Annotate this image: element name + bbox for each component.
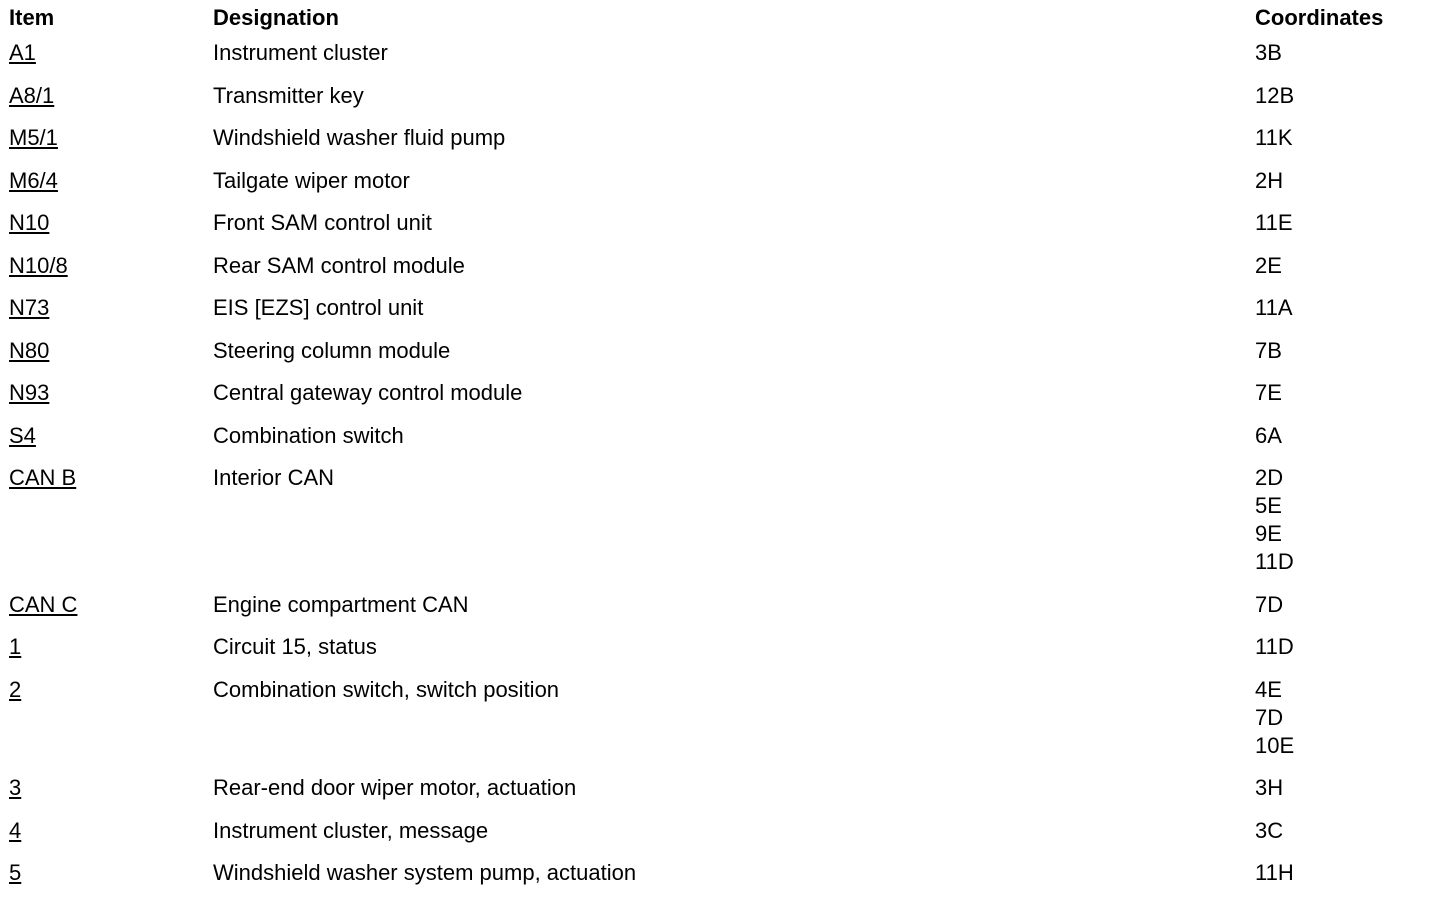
coordinate-value: 5E xyxy=(1255,493,1282,518)
header-item: Item xyxy=(9,5,55,30)
table-row xyxy=(9,82,1435,125)
item-link[interactable]: CAN B xyxy=(9,465,77,490)
designation-cell: Interior CAN xyxy=(213,465,335,490)
item-link[interactable]: N80 xyxy=(9,337,50,363)
item-cell xyxy=(9,252,213,295)
table-row xyxy=(9,633,1435,676)
item-link[interactable]: 5 xyxy=(9,860,22,885)
coordinates-cell xyxy=(1255,591,1435,634)
table-row xyxy=(9,167,1435,210)
item-link[interactable]: A1 xyxy=(9,40,36,65)
coordinates-cell xyxy=(1255,39,1435,82)
coordinate-value: 9E xyxy=(1255,521,1282,546)
coordinate-value: 3H xyxy=(1255,775,1284,800)
coordinates-cell xyxy=(1255,294,1435,337)
item-link[interactable]: M5/1 xyxy=(9,125,58,150)
coordinate-value: 10E xyxy=(1255,732,1295,758)
coordinate-value: 11K xyxy=(1255,125,1293,150)
item-cell xyxy=(9,817,213,860)
coordinates-cell xyxy=(1255,817,1435,860)
item-link[interactable]: 1 xyxy=(9,634,22,659)
table-row xyxy=(9,39,1435,82)
item-cell xyxy=(9,774,213,817)
coordinates-cell xyxy=(1255,167,1435,210)
coordinate-value: 7D xyxy=(1255,704,1284,730)
coordinates-cell xyxy=(1255,422,1435,465)
coordinate-value: 11D xyxy=(1255,549,1294,574)
table-row xyxy=(9,817,1435,860)
item-cell xyxy=(9,633,213,676)
item-link[interactable]: N73 xyxy=(9,295,50,320)
legend-table xyxy=(9,4,1435,902)
designation-cell: Steering column module xyxy=(213,337,451,363)
coordinate-value: 2D xyxy=(1255,465,1284,490)
coordinates-cell xyxy=(1255,859,1435,902)
header-row xyxy=(9,4,1435,39)
coordinates-cell xyxy=(1255,252,1435,295)
item-link[interactable]: A8/1 xyxy=(9,82,55,108)
coordinates-cell xyxy=(1255,124,1435,167)
coordinates-cell xyxy=(1255,676,1435,775)
item-link[interactable]: 4 xyxy=(9,817,22,843)
table-row xyxy=(9,379,1435,422)
coordinates-cell xyxy=(1255,82,1435,125)
coordinates-cell xyxy=(1255,633,1435,676)
item-cell xyxy=(9,676,213,775)
coordinate-value: 7E xyxy=(1255,380,1282,405)
coordinate-value: 12B xyxy=(1255,82,1295,108)
table-row xyxy=(9,209,1435,252)
item-cell xyxy=(9,464,213,591)
table-row xyxy=(9,422,1435,465)
coordinate-value: 4E xyxy=(1255,676,1282,702)
coordinates-cell xyxy=(1255,774,1435,817)
coordinate-value: 11E xyxy=(1255,210,1293,235)
designation-cell: Instrument cluster, message xyxy=(213,817,489,843)
item-link[interactable]: N93 xyxy=(9,380,50,405)
item-cell xyxy=(9,82,213,125)
table-row xyxy=(9,294,1435,337)
designation-cell: Central gateway control module xyxy=(213,380,523,405)
item-link[interactable]: N10/8 xyxy=(9,252,68,278)
coordinate-value: 6A xyxy=(1255,422,1282,448)
coordinate-value: 11A xyxy=(1255,295,1293,320)
item-link[interactable]: S4 xyxy=(9,422,36,448)
item-cell xyxy=(9,859,213,902)
designation-cell: Transmitter key xyxy=(213,82,364,108)
item-cell xyxy=(9,422,213,465)
item-link[interactable]: N10 xyxy=(9,210,50,235)
header-coordinates: Coordinates xyxy=(1255,5,1384,30)
header-designation: Designation xyxy=(213,5,339,30)
item-cell xyxy=(9,124,213,167)
coordinates-cell xyxy=(1255,337,1435,380)
designation-cell: Instrument cluster xyxy=(213,40,388,65)
coordinate-value: 3C xyxy=(1255,817,1284,843)
table-row xyxy=(9,591,1435,634)
table-row xyxy=(9,859,1435,902)
table-row xyxy=(9,252,1435,295)
coordinates-cell xyxy=(1255,209,1435,252)
designation-cell: Rear-end door wiper motor, actuation xyxy=(213,775,577,800)
table-row xyxy=(9,774,1435,817)
item-link[interactable]: 3 xyxy=(9,775,22,800)
item-cell xyxy=(9,379,213,422)
designation-cell: Windshield washer system pump, actuation xyxy=(213,860,637,885)
designation-cell: Circuit 15, status xyxy=(213,634,377,659)
item-cell xyxy=(9,591,213,634)
item-cell xyxy=(9,167,213,210)
coordinate-value: 3B xyxy=(1255,40,1282,65)
item-cell xyxy=(9,337,213,380)
coordinate-value: 7B xyxy=(1255,337,1282,363)
table-row xyxy=(9,337,1435,380)
item-cell xyxy=(9,294,213,337)
coordinates-cell xyxy=(1255,464,1435,591)
designation-cell: Rear SAM control module xyxy=(213,252,465,278)
designation-cell: Windshield washer fluid pump xyxy=(213,125,506,150)
designation-cell: Tailgate wiper motor xyxy=(213,167,410,193)
designation-cell: Combination switch, switch position xyxy=(213,676,560,702)
table-row xyxy=(9,676,1435,775)
item-link[interactable]: CAN C xyxy=(9,591,78,617)
item-link[interactable]: 2 xyxy=(9,676,22,702)
coordinate-value: 7D xyxy=(1255,591,1284,617)
table-row xyxy=(9,464,1435,591)
item-cell xyxy=(9,209,213,252)
coordinate-value: 11D xyxy=(1255,634,1294,659)
table-header xyxy=(9,4,1435,39)
item-link[interactable]: M6/4 xyxy=(9,167,58,193)
designation-cell: EIS [EZS] control unit xyxy=(213,295,424,320)
designation-cell: Combination switch xyxy=(213,422,404,448)
table-row xyxy=(9,124,1435,167)
item-cell xyxy=(9,39,213,82)
coordinate-value: 2H xyxy=(1255,167,1284,193)
coordinate-value: 11H xyxy=(1255,860,1294,885)
coordinate-value: 2E xyxy=(1255,252,1282,278)
coordinates-cell xyxy=(1255,379,1435,422)
designation-cell: Engine compartment CAN xyxy=(213,591,469,617)
designation-cell: Front SAM control unit xyxy=(213,210,432,235)
table-body xyxy=(9,39,1435,902)
